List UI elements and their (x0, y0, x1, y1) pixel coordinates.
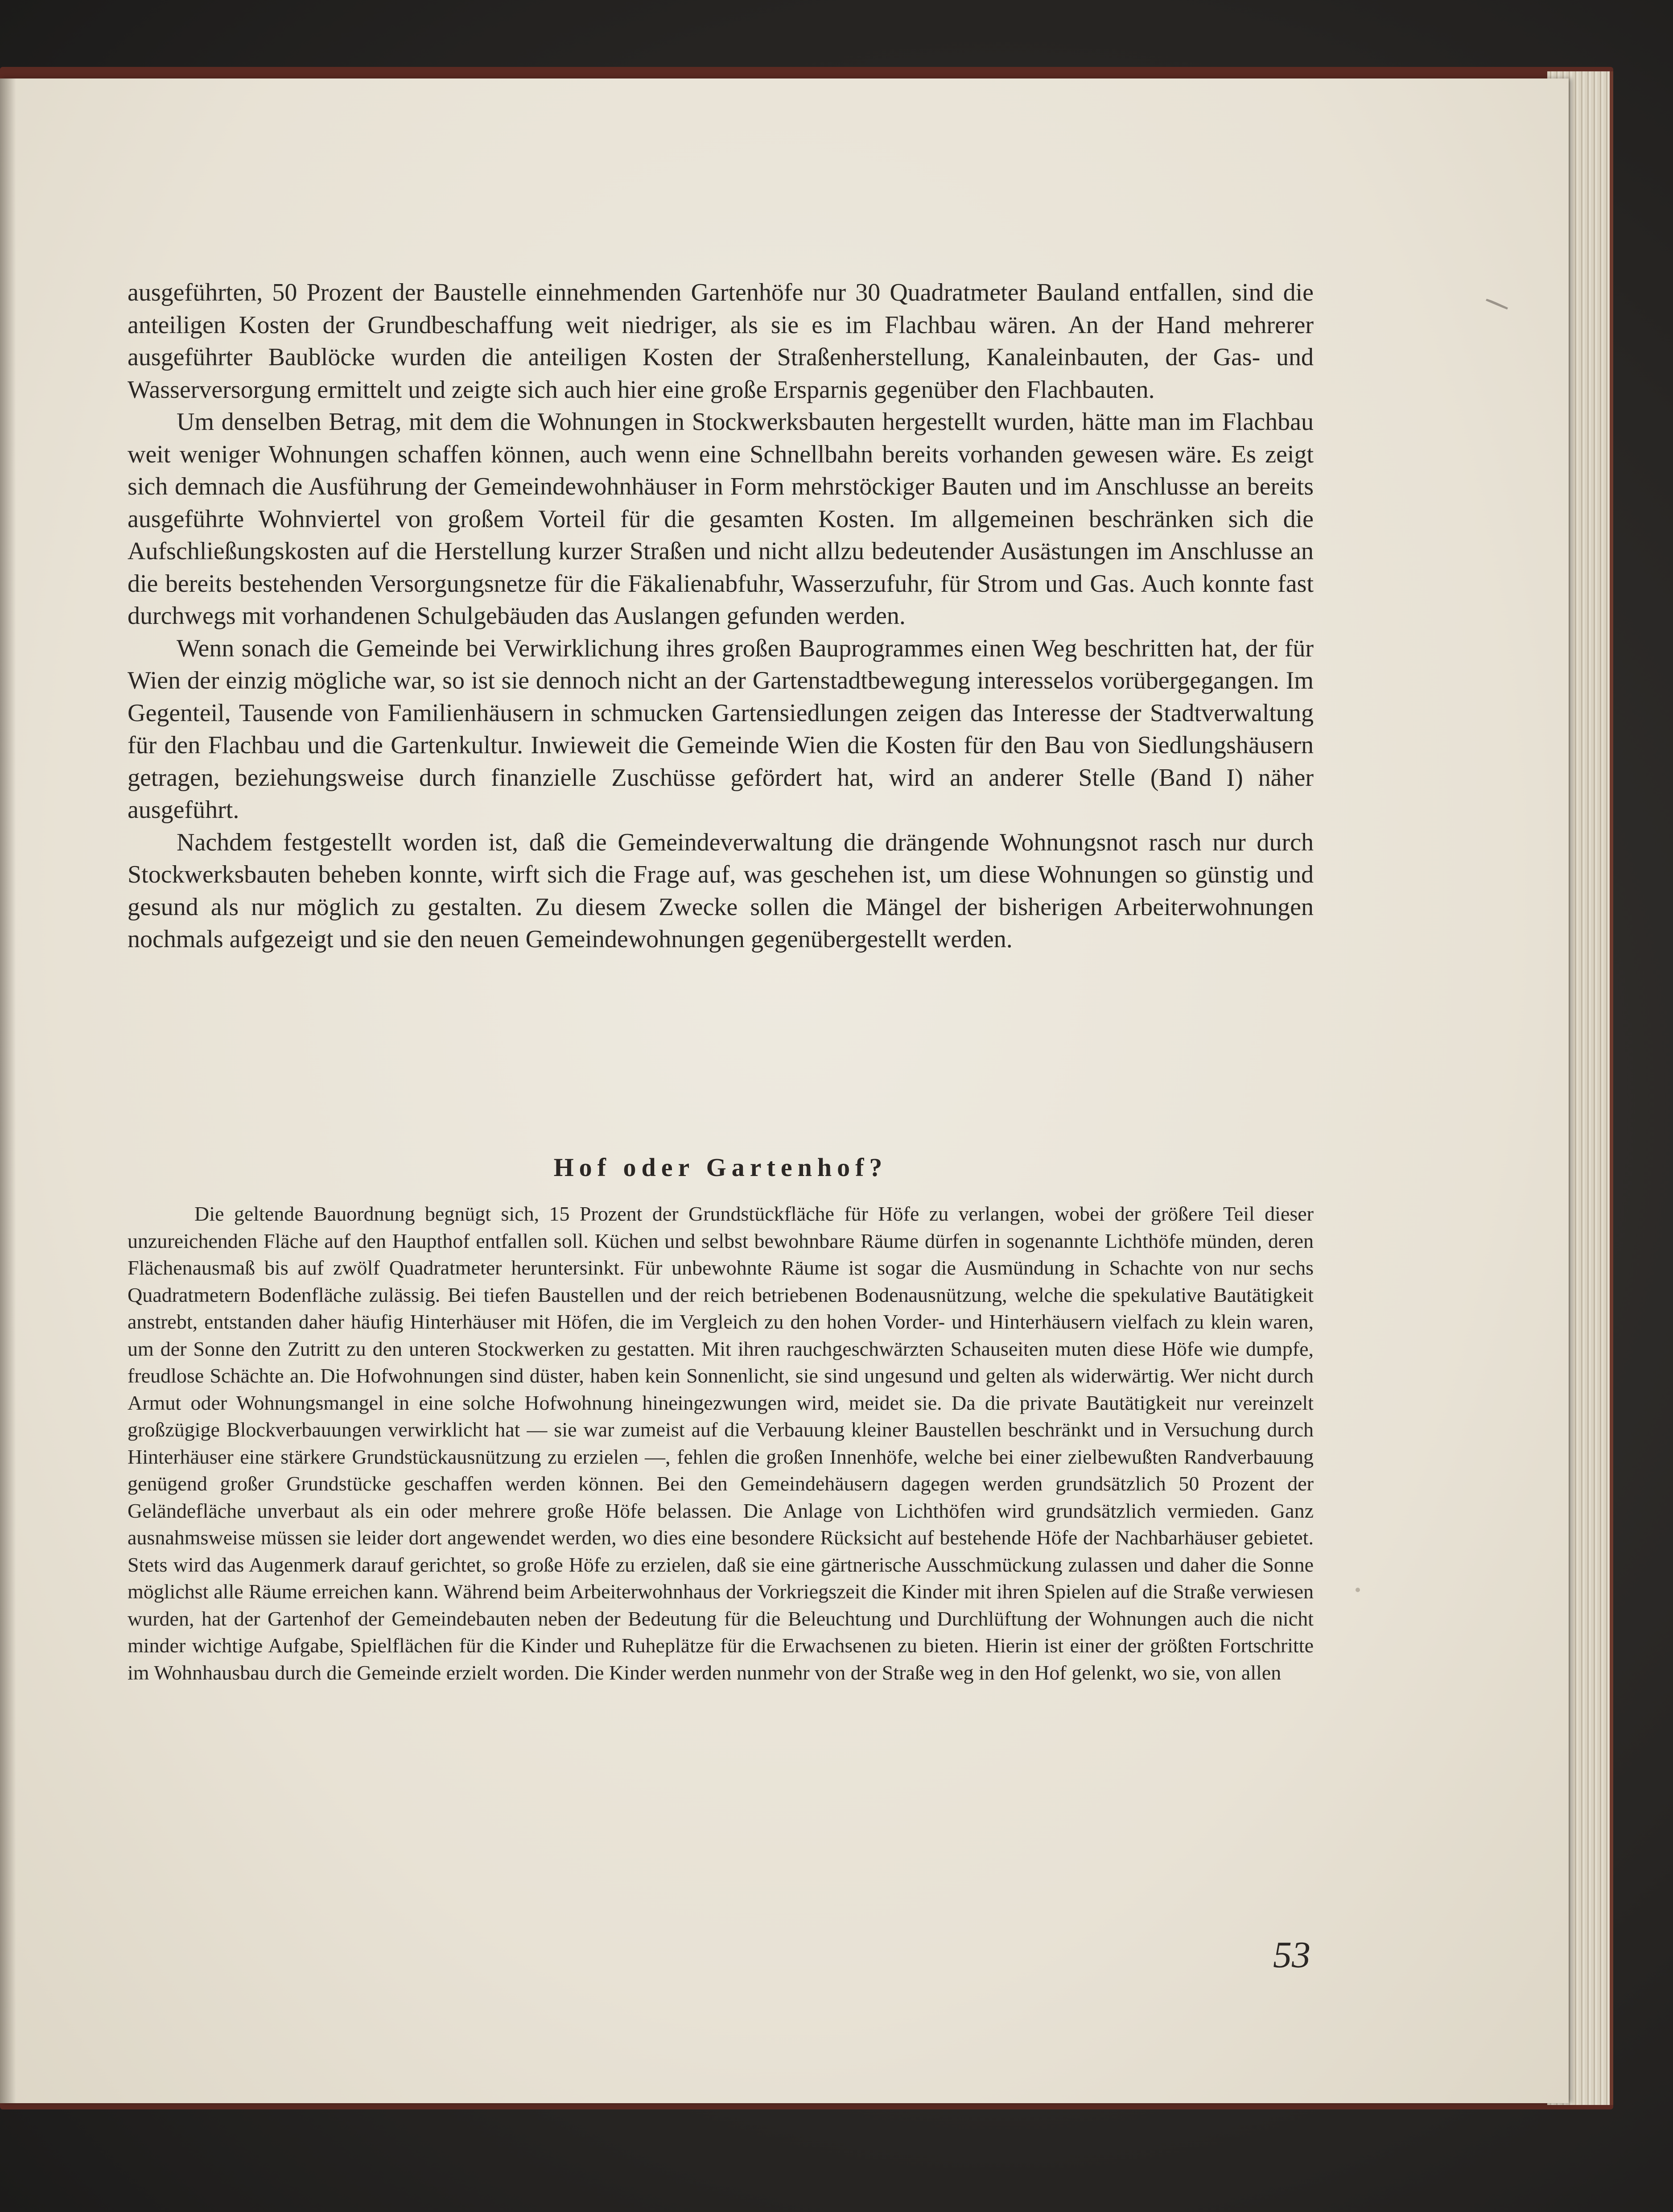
ink-speck (1485, 294, 1512, 312)
paper-mark (1356, 1588, 1360, 1592)
paragraph-1: ausgeführten, 50 Prozent der Baustelle einnehmenden Gartenhöfe nur 30 Quadratmeter Bauland entfallen, sind die anteiligen Kosten der Grundbeschaffung weit niedriger, als sie es im Flachbau wären. An der Hand mehrerer ausgeführter Baublöcke wurden die anteiligen Kosten der Straßenherstellung, Kanaleinbauten, der Gas- und Wasserversorgung ermittelt und zeigte sich auch hier eine große Ersparnis gegenüber den Flachbauten. (128, 279, 1314, 404)
page-number: 53 (1273, 1934, 1310, 1976)
gutter-shadow (0, 78, 16, 2103)
paragraph-3: Wenn sonach die Gemeinde bei Verwirklichung ihres großen Bauprogrammes einen Weg beschritten hat, der für Wien der einzig mögliche war, so ist sie dennoch nicht an der Gartenstadtbewegung interesselos vorübergegangen. Im Gegenteil, Tausende von Familienhäusern in schmucken Gartensiedlungen zeigen das Interesse der Stadtverwaltung für den Flachbau und die Gartenkultur. Inwieweit die Gemeinde Wien die Kosten für den Bau von Siedlungshäusern getragen, beziehungsweise durch finanzielle Zuschüsse gefördert hat, wird an anderer Stelle (Band I) näher ausgeführt. (128, 634, 1314, 824)
body-text (128, 276, 1314, 956)
section-body (128, 1201, 1314, 1686)
paragraph-2: Um denselben Betrag, mit dem die Wohnungen in Stockwerksbauten hergestellt wurden, hätte man im Flachbau weit weniger Wohnungen schaffen können, auch wenn eine Schnellbahn bereits vorhanden gewesen wäre. Es zeigt sich demnach die Ausführung der Gemeindewohnhäuser in Form mehrstöckiger Bauten und im Anschlusse an bereits ausgeführte Wohnviertel von großem Vorteil für die gesamten Kosten. Im allgemeinen beschränken sich die Aufschließungskosten auf die Herstellung kurzer Straßen und nicht allzu bedeutender Ausästungen im Anschlusse an die bereits bestehenden Versorgungsnetze für die Fäkalienabfuhr, Wasserzufuhr, für Strom und Gas. Auch konnte fast durchwegs mit vorhandenen Schulgebäuden das Auslangen gefunden werden. (128, 408, 1314, 630)
section-heading: Hof oder Gartenhof? (553, 1153, 888, 1182)
paragraph-small: Die geltende Bauordnung begnügt sich, 15 Prozent der Grundstückfläche für Höfe zu verlangen, wobei der größere Teil dieser unzureichenden Fläche auf den Haupthof entfallen soll. Küchen und selbst bewohnbare Räume dürfen in sogenannte Lichthöfe münden, deren Flächenausmaß bis auf zwölf Quadratmeter heruntersinkt. Für unbewohnte Räume ist sogar die Ausmündung in Schachte von nur sechs Quadratmetern Bodenfläche zulässig. Bei tiefen Baustellen und der reich betriebenen Bodenausnützung, welche die spekulative Bautätigkeit anstrebt, entstanden daher häufig Hinterhäuser mit Höfen, die im Vergleich zu den hohen Vorder- und Hinterhäusern vielfach zu klein waren, um der Sonne den Zutritt zu den unteren Stockwerken zu gestatten. Mit ihren rauchgeschwärzten Schauseiten muten diese Höfe wie dumpfe, freudlose Schächte an. Die Hofwohnungen sind düster, haben kein Sonnenlicht, sie sind ungesund und gelten als widerwärtig. Wer nicht durch Armut oder Wohnungsmangel in eine solche Hofwohnung hineingezwungen wird, meidet sie. Da die private Bautätigkeit nur vereinzelt großzügige Blockverbauungen verwirklicht hat — sie war zumeist auf die Verbauung kleiner Baustellen beschränkt und in Versuchung durch Hinterhäuser eine stärkere Grundstückausnützung zu erzielen —, fehlen die großen Innenhöfe, welche bei einer zielbewußten Randverbauung genügend großer Grundstücke geschaffen werden können. Bei den Gemeindehäusern dagegen werden grundsätzlich 50 Prozent der Geländefläche unverbaut als ein oder mehrere große Höfe belassen. Die Anlage von Lichthöfen wird grundsätzlich vermieden. Ganz ausnahmsweise müssen sie leider dort angewendet werden, wo dies eine besondere Rücksicht auf bestehende Höfe der Nachbarhäuser gebietet. Stets wird das Augenmerk darauf gerichtet, so große Höfe zu erzielen, daß sie eine gärtnerische Ausschmückung zulassen und daher die Sonne möglichst alle Räume erreichen kann. Während beim Arbeiterwohnhaus der Vorkriegszeit die Kinder mit ihren Spielen auf die Straße verwiesen wurden, hat der Gartenhof der Gemeindebauten neben der Bedeutung für die Beleuchtung und Durchlüftung der Wohnungen auch die nicht minder wichtige Aufgabe, Spielflächen für die Kinder und Ruheplätze für die Erwachsenen zu bieten. Hierin ist einer der größten Fortschritte im Wohnhausbau durch die Gemeinde erzielt worden. Die Kinder werden nunmehr von der Straße weg in den Hof gelenkt, wo sie, von allen (128, 1202, 1314, 1684)
paragraph-4: Nachdem festgestellt worden ist, daß die Gemeindeverwaltung die drängende Wohnungsnot rasch nur durch Stockwerksbauten beheben konnte, wirft sich die Frage auf, was geschehen ist, um diese Wohnungen so günstig und gesund als nur möglich zu gestalten. Zu diesem Zwecke sollen die Mängel der bisherigen Arbeiterwohnungen nochmals aufgezeigt und sie den neuen Gemeindewohnungen gegenübergestellt werden. (128, 828, 1314, 953)
